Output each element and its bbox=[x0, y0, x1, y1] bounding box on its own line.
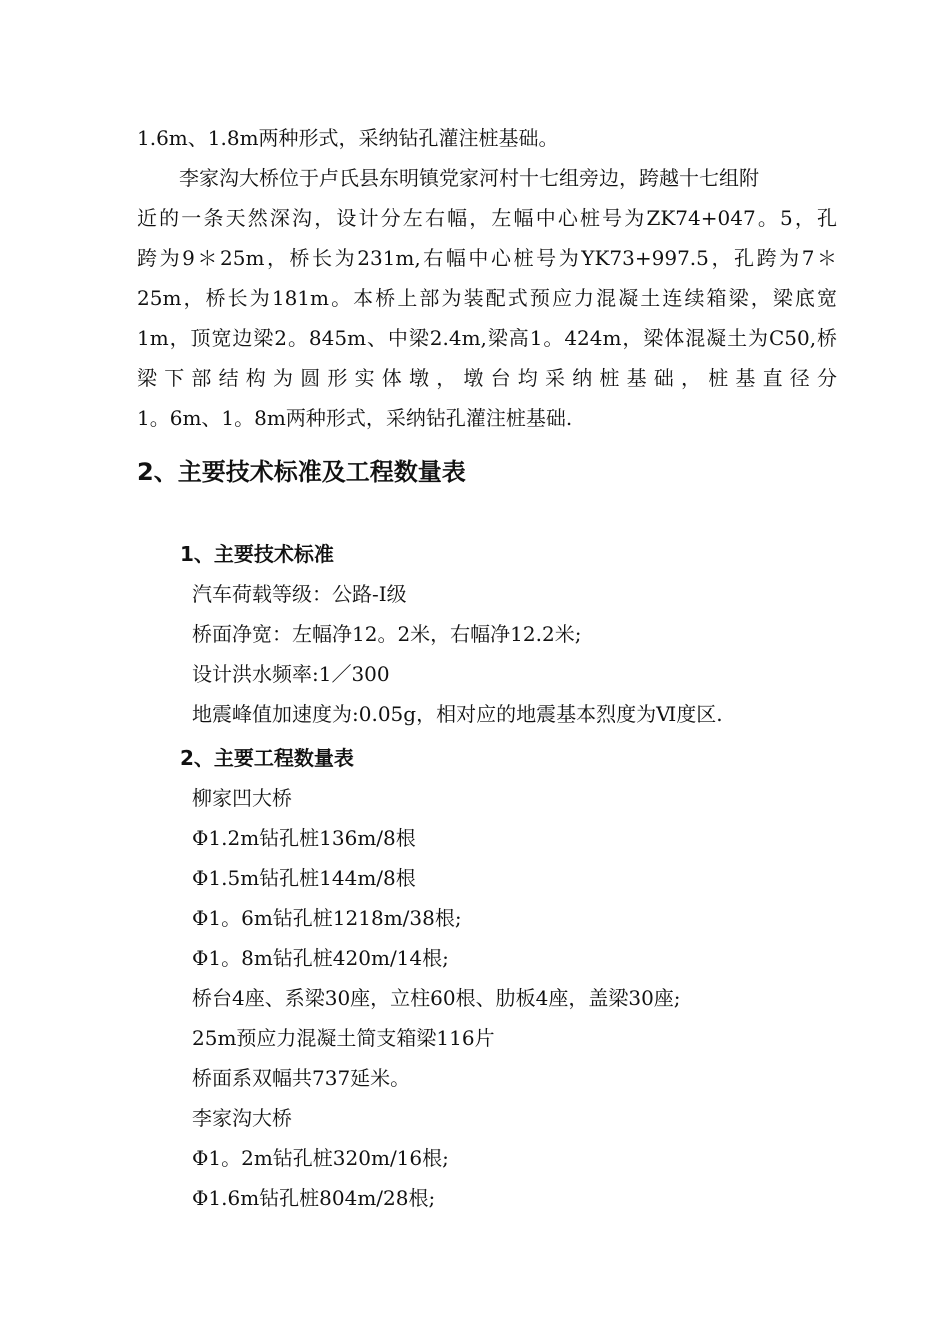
list-item: 桥台4座、系梁30座，立柱60根、肋板4座，盖梁30座; bbox=[192, 986, 681, 1010]
section-heading: 2、主要技术标准及工程数量表 bbox=[137, 458, 466, 486]
paragraph-intro-end bbox=[137, 118, 837, 158]
standards-list bbox=[192, 574, 723, 734]
subsection-heading-quantities: 2、主要工程数量表 bbox=[180, 746, 354, 770]
text-line: 梁下部结构为圆形实体墩，墩台均采纳桩基础，桩基直径分 bbox=[137, 366, 837, 390]
list-item: 柳家凹大桥 bbox=[192, 786, 292, 810]
text-line: 25m，桥长为181m。本桥上部为装配式预应力混凝土连续箱梁，梁底宽 bbox=[137, 286, 837, 310]
list-item: 汽车荷载等级：公路-I级 bbox=[192, 582, 407, 606]
text-line: 1.6m、1.8m两种形式，采纳钻孔灌注桩基础。 bbox=[137, 126, 559, 150]
list-item: Φ1.5m钻孔桩144m/8根 bbox=[192, 866, 416, 890]
list-item: 桥面系双幅共737延米。 bbox=[192, 1066, 411, 1090]
list-item: Φ1。6m钻孔桩1218m/38根; bbox=[192, 906, 462, 930]
paragraph-lijiagou bbox=[137, 158, 837, 438]
list-item: 25m预应力混凝土简支箱梁116片 bbox=[192, 1026, 495, 1050]
list-item: Φ1。8m钻孔桩420m/14根; bbox=[192, 946, 449, 970]
text-line: 1。6m、1。8m两种形式，采纳钻孔灌注桩基础. bbox=[137, 406, 573, 430]
text-line: 跨为9＊25m，桥长为231m,右幅中心桩号为YK73+997.5，孔跨为7＊ bbox=[137, 246, 837, 270]
list-item: 李家沟大桥 bbox=[192, 1106, 292, 1130]
quantities-list bbox=[192, 778, 681, 1218]
list-item: 桥面净宽：左幅净12。2米，右幅净12.2米; bbox=[192, 622, 582, 646]
subsection-heading-standards: 1、主要技术标准 bbox=[180, 542, 334, 566]
list-item: Φ1。2m钻孔桩320m/16根; bbox=[192, 1146, 449, 1170]
list-item: 地震峰值加速度为:0.05g，相对应的地震基本烈度为Ⅵ度区. bbox=[192, 702, 723, 726]
text-line: 李家沟大桥位于卢氏县东明镇党家河村十七组旁边，跨越十七组附 bbox=[179, 166, 759, 190]
text-line: 1m，顶宽边梁2。845m、中梁2.4m,梁高1。424m，梁体混凝土为C50,桥 bbox=[137, 326, 837, 350]
list-item: 设计洪水频率:1／300 bbox=[192, 662, 390, 686]
list-item: Φ1.6m钻孔桩804m/28根; bbox=[192, 1186, 436, 1210]
text-line: 近的一条天然深沟，设计分左右幅，左幅中心桩号为ZK74+047。5，孔 bbox=[137, 206, 837, 230]
list-item: Φ1.2m钻孔桩136m/8根 bbox=[192, 826, 416, 850]
